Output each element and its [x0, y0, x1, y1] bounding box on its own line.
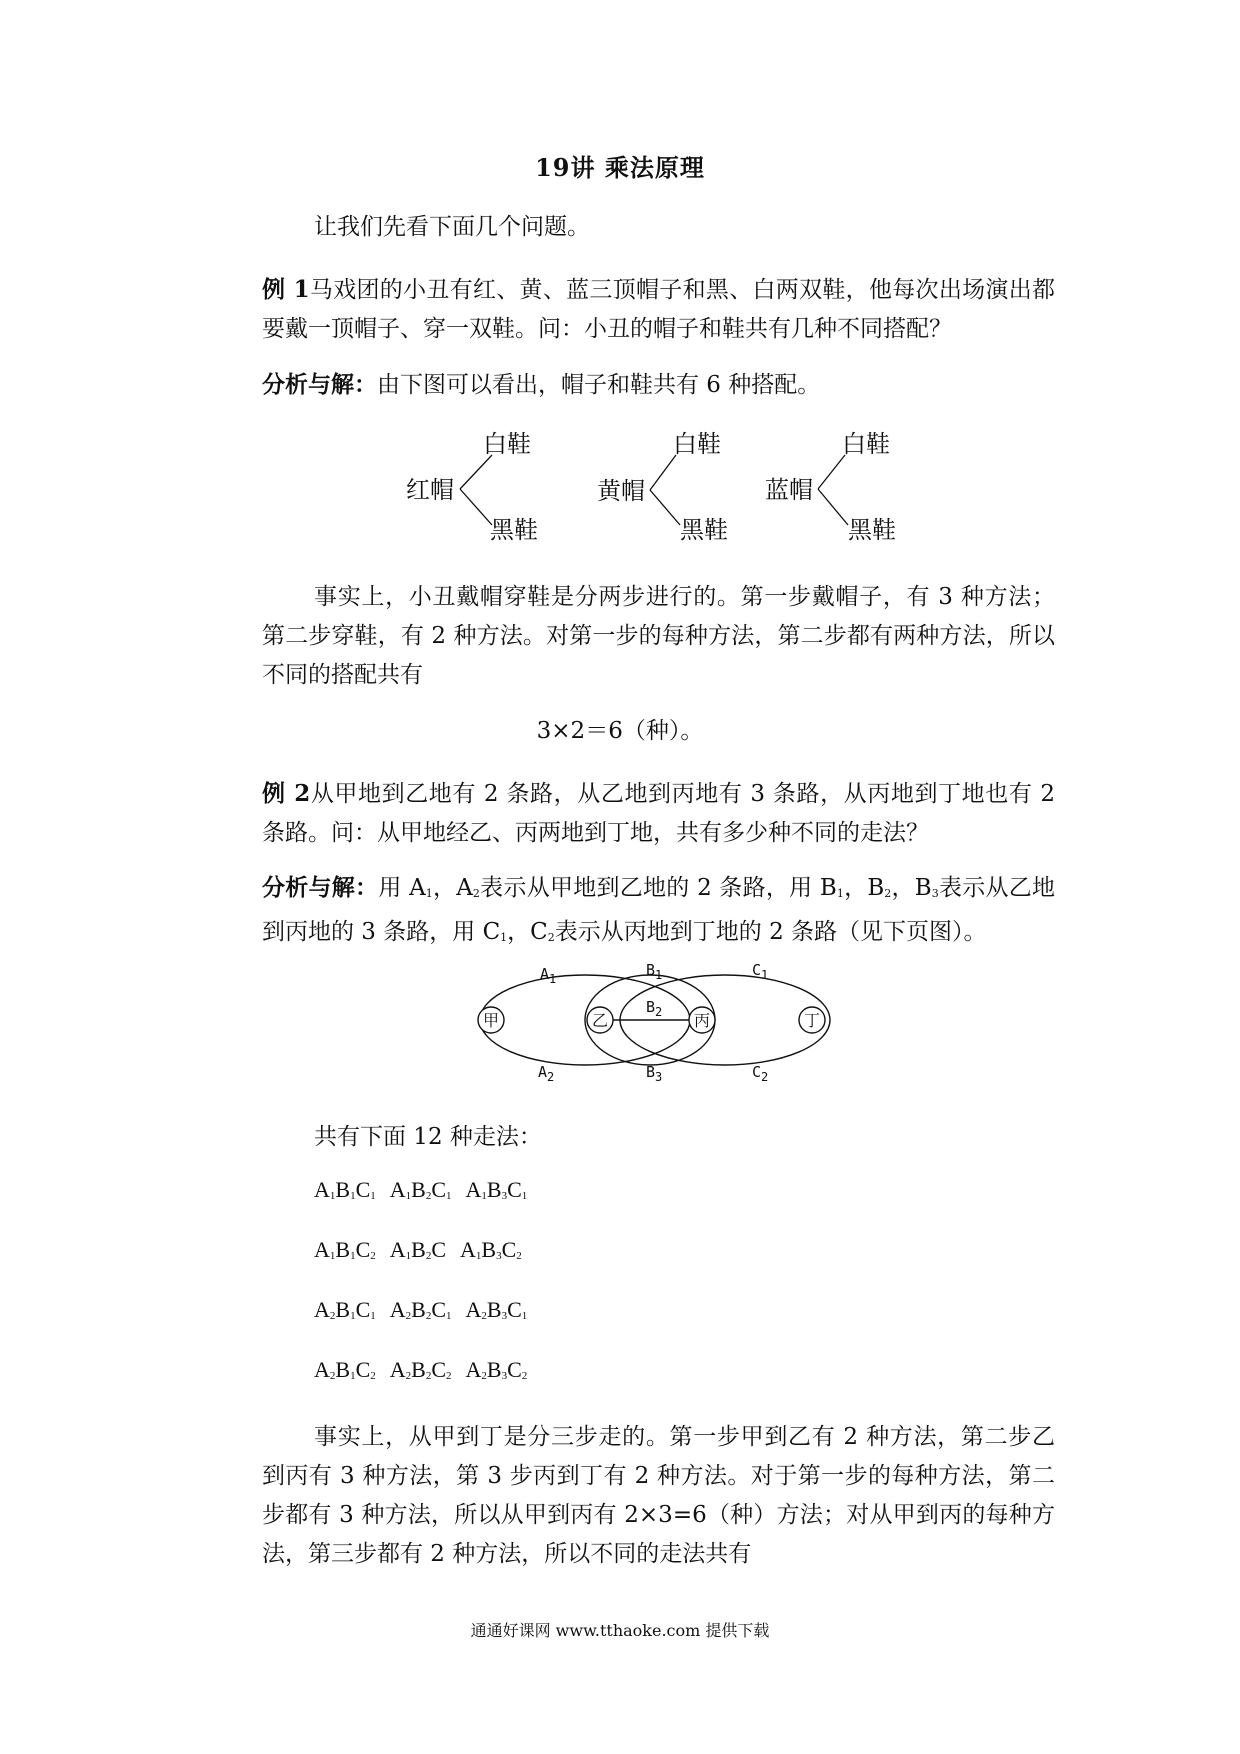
hat-label-yellow: 黄帽	[597, 477, 645, 505]
edge-label-b3: $B_3$	[646, 1063, 663, 1084]
node-label-bing: 丙	[694, 1011, 711, 1030]
shoe-label-black-1: 黑鞋	[490, 516, 538, 544]
edge-label-a2: $A_2$	[538, 1063, 555, 1084]
tree-group-yellow	[597, 430, 728, 544]
node-label-ding: 丁	[804, 1011, 821, 1030]
shoe-label-white-1: 白鞋	[483, 430, 531, 458]
analysis-2: 分析与解：用 $A_1$，$A_2$表示从甲地到乙地的 2 条路，用 $B_1$，$B_2$，$B_3$表示从乙地到丙地的 3 条路，用 $C_1$，$C_2$表示从丙地到丁地的 2 条路（见下页图）。	[262, 874, 1056, 945]
example-1-text: 马戏团的小丑有红、黄、蓝三顶帽子和黑、白两双鞋，他每次出场演出都要戴一顶帽子、穿一双鞋。问：小丑的帽子和鞋共有几种不同搭配？	[262, 277, 1056, 342]
route-line	[314, 1297, 541, 1323]
fact-paragraph-1: 事实上，小丑戴帽穿鞋是分两步进行的。第一步戴帽子，有 3 种方法；第二步穿鞋，有 2 种方法。对第一步的每种方法，第二步都有两种方法，所以不同的搭配共有	[262, 584, 1055, 688]
node-label-jia: 甲	[483, 1011, 500, 1030]
shoe-label-white-2: 白鞋	[673, 430, 721, 458]
example-2-label: 例 2	[262, 780, 311, 807]
page-footer: 通通好课网 www.tthaoke.com 提供下载	[470, 1621, 770, 1640]
route-item: $A_1B_1C_1$	[314, 1177, 376, 1202]
tree-group-red	[406, 430, 538, 544]
edge-label-b1: $B_1$	[646, 961, 663, 982]
route-item: $A_1B_2C_1$	[389, 1177, 452, 1202]
route-line	[314, 1237, 536, 1263]
edge-label-a1: $A_1$	[540, 965, 557, 986]
shoe-label-white-3: 白鞋	[842, 430, 890, 458]
example-2	[262, 774, 1055, 853]
edge-label-c1: $C_1$	[752, 961, 769, 982]
routes-intro: 共有下面 12 种走法：	[314, 1124, 542, 1150]
route-item: $A_2B_3C_2$	[465, 1357, 528, 1382]
formula-1: 3×2＝6（种）。	[536, 718, 704, 744]
example-1	[262, 270, 1055, 349]
analysis-2-label: 分析与解：	[262, 874, 379, 901]
hat-label-blue: 蓝帽	[765, 476, 813, 504]
fact-paragraph-2: 事实上，从甲到丁是分三步走的。第一步甲到乙有 2 种方法，第二步乙到丙有 3 种方法，第 3 步丙到丁有 2 种方法。对于第一步的每种方法，第二步都有 3 种方法，所以从甲到丙有 2×3=6（种）方法；对从甲到丙的每种方法，第三步都有 2 种方法，所以不同的走法共有	[262, 1424, 1055, 1567]
tree-group-blue	[765, 430, 896, 544]
intro-paragraph: 让我们先看下面几个问题。	[314, 214, 590, 240]
edge-label-b2: $B_2$	[646, 998, 663, 1019]
route-item: $A_1B_1C_2$	[314, 1237, 376, 1262]
route-item: $A_2B_1C_1$	[314, 1297, 376, 1322]
route-network-diagram	[470, 955, 850, 1095]
hat-label-red: 红帽	[406, 476, 454, 504]
route-line	[314, 1177, 541, 1203]
shoe-label-black-2: 黑鞋	[680, 516, 728, 544]
route-item: $A_1B_3C_2$	[460, 1237, 522, 1262]
example-2-text: 从甲地到乙地有 2 条路，从乙地到丙地有 3 条路，从丙地到丁地也有 2 条路。问：从甲地经乙、丙两地到丁地，共有多少种不同的走法？	[262, 781, 1055, 846]
page-title: 19讲 乘法原理	[535, 153, 705, 182]
hat-shoe-tree-diagram	[380, 425, 920, 555]
analysis-1-label: 分析与解：	[262, 371, 377, 398]
route-item: $A_1B_2C$	[389, 1237, 447, 1262]
analysis-1-text: 由下图可以看出，帽子和鞋共有 6 种搭配。	[377, 372, 821, 398]
edge-label-c2: $C_2$	[752, 1063, 769, 1084]
route-item: $A_2B_1C_2$	[314, 1357, 376, 1382]
route-item: $A_2B_2C_1$	[389, 1297, 452, 1322]
example-1-label: 例 1	[262, 276, 310, 303]
shoe-label-black-3: 黑鞋	[848, 516, 896, 544]
node-label-yi: 乙	[592, 1011, 609, 1030]
route-line	[314, 1357, 541, 1383]
route-item: $A_2B_2C_2$	[389, 1357, 452, 1382]
route-item: $A_2B_3C_1$	[465, 1297, 528, 1322]
route-item: $A_1B_3C_1$	[465, 1177, 528, 1202]
analysis-1	[262, 365, 1055, 405]
